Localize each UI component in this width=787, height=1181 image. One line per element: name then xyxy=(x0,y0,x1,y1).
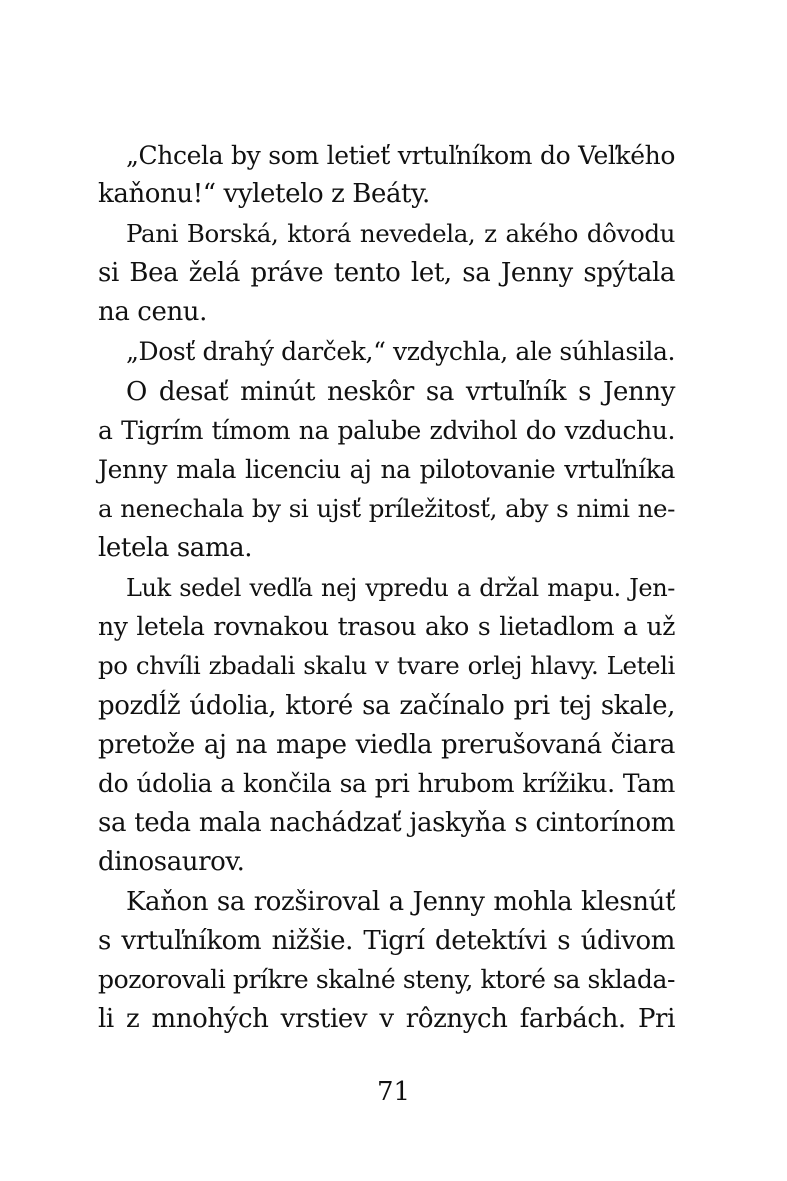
text-line: Kaňon sa rozširoval a Jenny mohla klesnúť xyxy=(126,887,675,917)
text-line: na cenu. xyxy=(98,297,208,327)
text-line: Luk sedel vedľa nej vpredu a držal mapu. Jen- xyxy=(126,574,675,602)
text-line: si Bea želá práve tento let, sa Jenny spýtala xyxy=(98,258,675,288)
text-line: po chvíli zbadali skalu v tvare orlej hlavy. Leteli xyxy=(98,651,675,680)
text-line: „Dosť drahý darček,“ vzdychla, ale súhlasila. xyxy=(126,337,675,366)
text-line: s vrtuľníkom nižšie. Tigrí detektívi s údivom xyxy=(98,926,675,956)
text-line: sa teda mala nachádzať jaskyňa s cintorínom xyxy=(98,808,675,838)
text-line: do údolia a končila sa pri hrubom krížiku. Tam xyxy=(98,769,675,798)
text-line: a Tigrím tímom na palube zdvihol do vzduchu. xyxy=(98,416,675,445)
text-line: kaňonu!“ vyletelo z Beáty. xyxy=(98,179,430,209)
text-line: a nenechala by si ujsť príležitosť, aby s nimi ne- xyxy=(98,494,675,523)
text-line: pozdĺž údolia, ktoré sa začínalo pri tej skale, xyxy=(98,691,675,721)
page-number: 71 xyxy=(376,1077,411,1107)
text-line: ny letela rovnakou trasou ako s lietadlom a už xyxy=(98,612,675,641)
text-line: letela sama. xyxy=(98,533,253,563)
text-line: Pani Borská, ktorá nevedela, z akého dôvodu xyxy=(126,219,675,248)
text-line: pozorovali príkre skalné steny, ktoré sa sklada- xyxy=(98,965,675,994)
text-line: „Chcela by som letieť vrtuľníkom do Veľkého xyxy=(126,141,675,170)
text-line: dinosaurov. xyxy=(98,847,245,877)
text-line: li z mnohých vrstiev v rôznych farbách. Pri xyxy=(98,1004,675,1034)
text-line: Jenny mala licenciu aj na pilotovanie vrtuľníka xyxy=(98,455,675,484)
text-line: O desať minút neskôr sa vrtuľník s Jenny xyxy=(126,377,675,407)
text-line: pretože aj na mape viedla prerušovaná čiara xyxy=(98,730,675,760)
